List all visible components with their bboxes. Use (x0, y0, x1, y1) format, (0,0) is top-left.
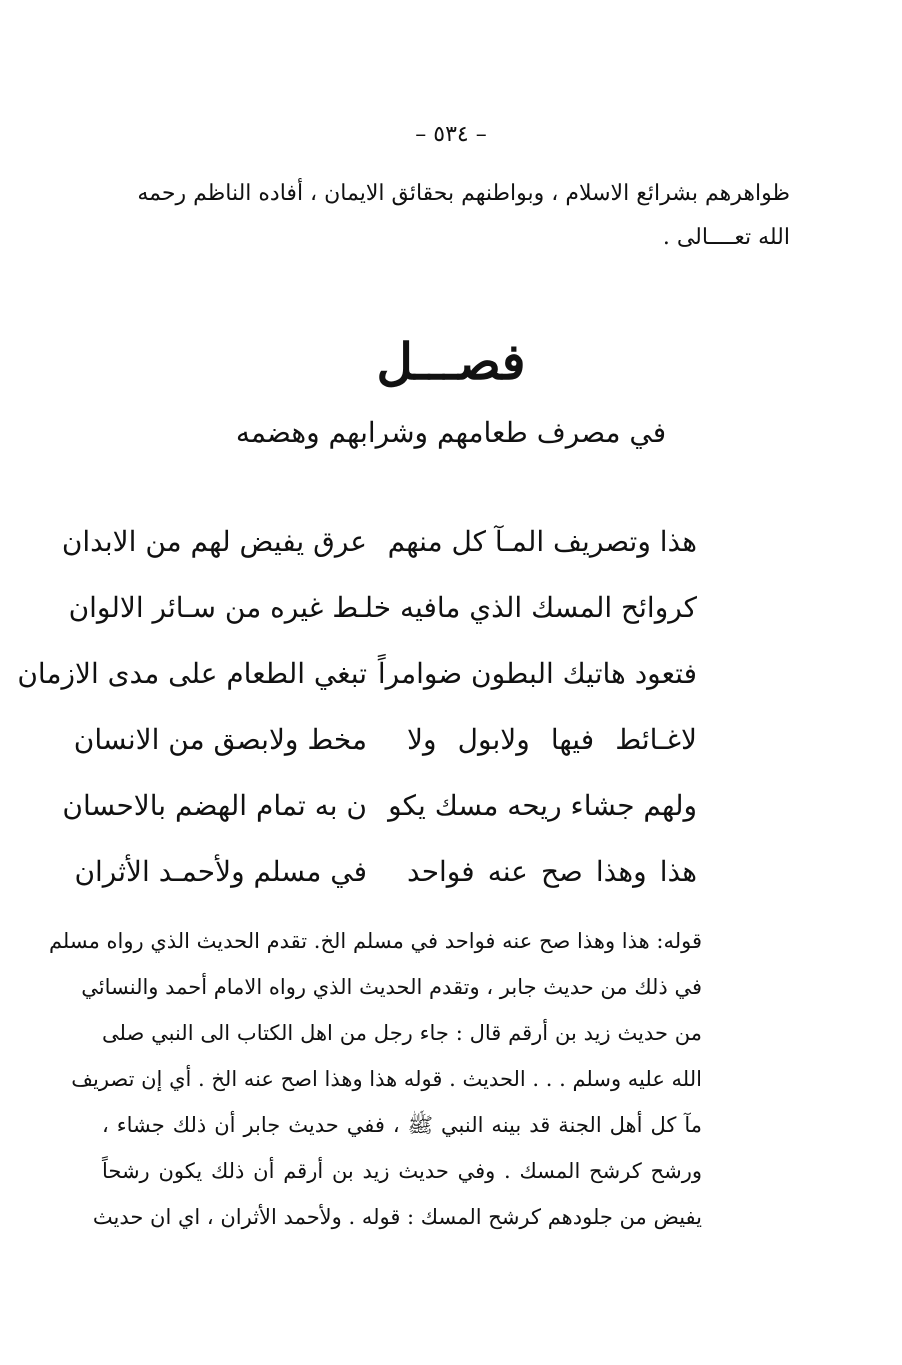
verse-second-hemistich: عرق يفيض لهم من الابدان (61, 525, 367, 558)
verse (74, 855, 697, 921)
verse-second-hemistich: ن به تمام الهضم بالاحسان (62, 789, 367, 822)
section-heading: فصـــل (376, 332, 526, 391)
intro-line: الله تعــــالى . (662, 225, 790, 250)
intro-paragraph (100, 172, 790, 260)
verse-second-hemistich: تبغي الطعام على مدى الازمان (17, 657, 367, 690)
verse-first-hemistich: هذا وتصريف المـآ كل منهم (387, 525, 697, 558)
verse (17, 657, 697, 723)
commentary-line: من حديث زيد بن أرقم قال : جاء رجل من اهل الكتاب الى النبي صلى (102, 1021, 702, 1045)
verse-first-hemistich: كروائح المسك الذي مافيه خلـ (356, 591, 697, 624)
verse-first-hemistich: لاغـائط فيها ولابول ولا (407, 723, 697, 756)
verse-first-hemistich: فتعود هاتيك البطون ضوامراً (377, 657, 697, 690)
verse-first-hemistich: هذا وهذا صح عنه فواحد (407, 855, 697, 888)
commentary-line: يفيض من جلودهم كرشح المسك : قوله . ولأحمد الأثران ، اي ان حديث (92, 1205, 702, 1229)
commentary-line: قوله: هذا وهذا صح عنه فواحد في مسلم الخ. تقدم الحديث الذي رواه مسلم (48, 929, 702, 953)
commentary-line: الله عليه وسلم . . . الحديث . قوله هذا وهذا اصح عنه الخ . أي إن تصريف (71, 1067, 702, 1091)
poem-verses (17, 525, 697, 921)
page-number: – ٥٣٤ – (415, 122, 487, 147)
verse-second-hemistich: ـط غيره من سـائر الالوان (68, 591, 367, 624)
commentary-line: مآ كل أهل الجنة قد بينه النبي ﷺ ، ففي حديث جابر أن ذلك جشاء ، (102, 1113, 702, 1137)
commentary-paragraph (48, 918, 702, 1240)
verse (68, 591, 697, 657)
verse (73, 723, 697, 789)
commentary-line: ورشح كرشح المسك . وفي حديث زيد بن أرقم أن ذلك يكون رشحاً (102, 1159, 702, 1183)
verse (61, 525, 697, 591)
verse-second-hemistich: مخط ولابصق من الانسان (73, 723, 367, 756)
verse (62, 789, 697, 855)
intro-line: ظواهرهم بشرائع الاسلام ، وبواطنهم بحقائق الايمان ، أفاده الناظم رحمه (137, 181, 790, 206)
commentary-line: في ذلك من حديث جابر ، وتقدم الحديث الذي رواه الامام أحمد والنسائي (81, 975, 702, 999)
verse-first-hemistich: ولهم جشاء ريحه مسك يكو (388, 789, 697, 822)
section-subtitle: في مصرف طعامهم وشرابهم وهضمه (235, 416, 667, 449)
verse-second-hemistich: في مسلم ولأحمـد الأثران (74, 855, 367, 888)
